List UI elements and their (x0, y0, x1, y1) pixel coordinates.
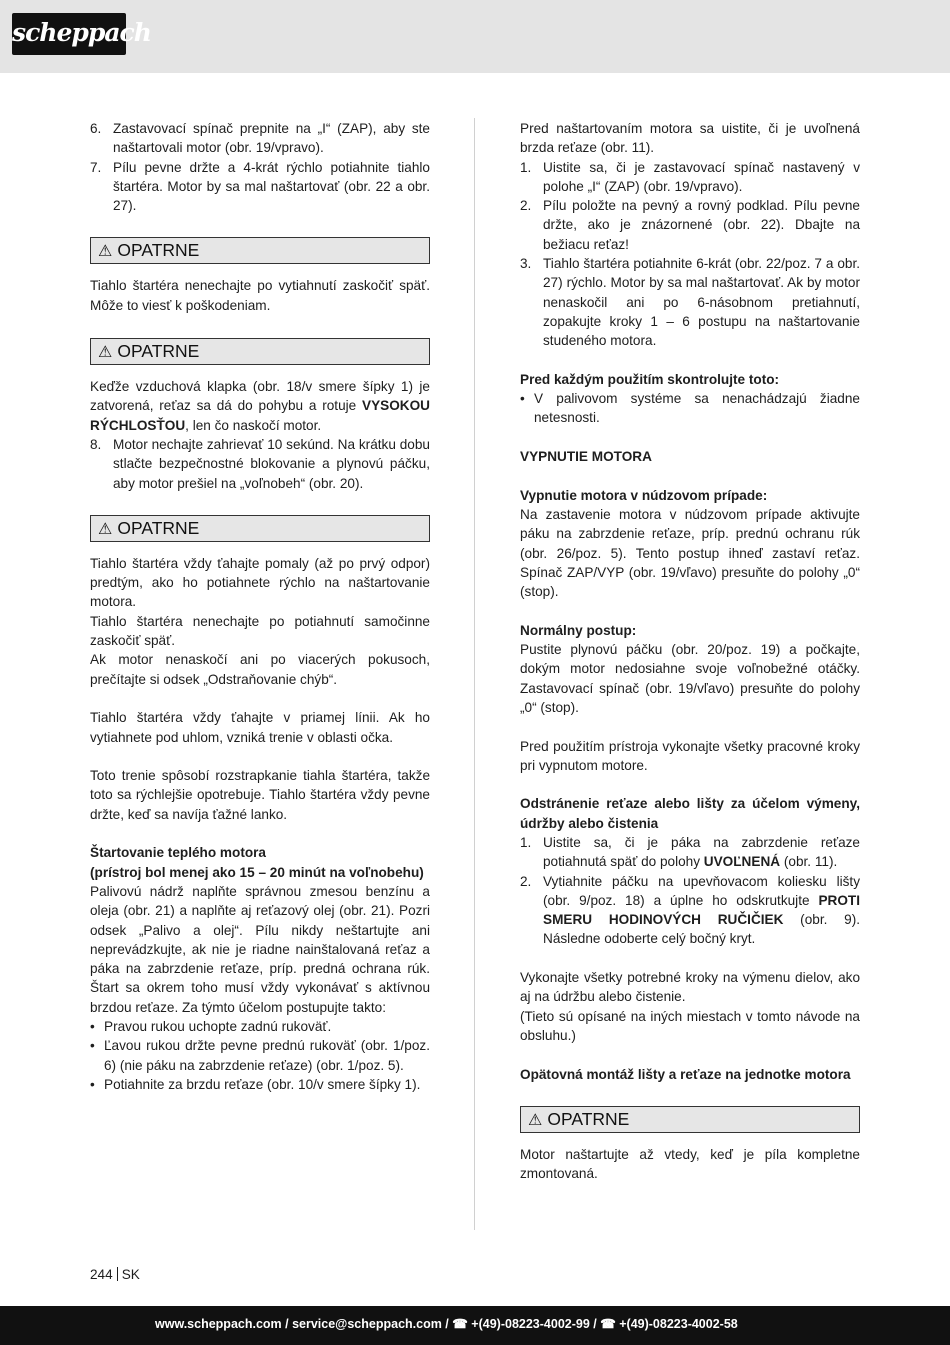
section-heading: Odstránenie reťaze alebo lišty za účelom výmeny, údržby alebo čistenia (520, 796, 860, 831)
page-number: 244 SK (90, 1267, 140, 1282)
list-item: 2. Vytiahnite páčku na upevňovacom koliesku lišty (obr. 9/poz. 18) a úplne ho odskrutkujte PROTI SMERU HODINOVÝCH RUČIČIEK (obr. 9). Následne odoberte celý bočný kryt. (520, 873, 860, 947)
warning-triangle-icon: ⚠ (98, 241, 113, 261)
paragraph: Toto trenie spôsobí rozstrapkanie tiahla štartéra, takže toto sa rýchlejšie opotrebuje. Tiahlo štartéra vždy pevne držte, keď sa navíja ťažné lanko. (90, 768, 430, 822)
list-item: 1. Uistite sa, či je zastavovací spínač nastavený v polohe „I“ (ZAP) (obr. 19/vpravo). (520, 159, 860, 194)
section-subheading: (prístroj bol menej ako 15 – 20 minút na voľnobehu) (90, 864, 424, 880)
paragraph: Ak motor nenaskočí ani po viacerých pokusoch, prečítajte si odsek „Odstraňovanie chýb“. (90, 652, 430, 687)
list-item: 3. Tiahlo štartéra potiahnite 6-krát (obr. 22/poz. 7 a obr. 27) rýchlo. Motor by sa mal naštartovať. Ak by motor nenaskočil ani po 6-násobnom pretiahnutí, zopakujte kroky 1 – 6 postupu na naštartovanie studeného motora. (520, 256, 860, 349)
section-heading: Normálny postup: (520, 622, 637, 638)
bullet-list (90, 1017, 430, 1094)
list-item: 1. Uistite sa, či je páka na zabrzdenie reťaze potiahnutá späť do polohy UVOĽNENÁ (obr. 11). (520, 834, 860, 870)
section-heading: Opätovná montáž lišty a reťaze na jednotke motora (520, 1066, 851, 1082)
list-item: • Pravou rukou uchopte zadnú rukoväť. (90, 1018, 332, 1034)
list-item: 8. Motor nechajte zahrievať 10 sekúnd. Na krátku dobu stlačte bezpečnostné blokovanie a plynovú páčku, aby motor prešiel na „voľnobeh“ (obr. 20). (90, 436, 430, 491)
caution-box: ⚠ OPATRNE (520, 1106, 860, 1133)
footer-contact: www.scheppach.com / service@scheppach.com / ☎ +(49)-08223-4002-99 / ☎ +(49)-08223-4002-58 (155, 1317, 738, 1331)
paragraph: Tiahlo štartéra nenechajte po vytiahnutí zaskočiť späť. Môže to viesť k poškodeniam. (90, 278, 430, 313)
warmup-steps-list (90, 435, 430, 493)
paragraph: Tiahlo štartéra vždy ťahajte pomaly (až po prvý odpor) predtým, ako ho potiahnete rýchlo na naštartovanie motora. (90, 555, 430, 610)
section-heading: Štartovanie teplého motora (90, 845, 266, 861)
brand-logo: scheppach (12, 13, 126, 55)
list-item: • V palivovom systéme sa nenachádzajú žiadne netesnosti. (520, 391, 860, 426)
warning-triangle-icon: ⚠ (98, 518, 113, 538)
paragraph: Tiahlo štartéra vždy ťahajte v priamej línii. Ak ho vytiahnete pod uhlom, vzniká trenie v oblasti očka. (90, 710, 430, 745)
paragraph: Vykonajte všetky potrebné kroky na výmenu dielov, ako aj na údržbu alebo čistenie. (520, 970, 860, 1005)
warning-triangle-icon: ⚠ (528, 1109, 543, 1129)
warm-start-steps-list (520, 158, 860, 351)
paragraph: Tiahlo štartéra nenechajte po potiahnutí samočinne zaskočiť späť. (90, 613, 430, 649)
removal-steps-list (520, 833, 860, 949)
caution-box: ⚠ OPATRNE (90, 515, 430, 542)
left-column (90, 119, 430, 1094)
section-heading: VYPNUTIE MOTORA (520, 449, 652, 465)
warning-triangle-icon: ⚠ (98, 341, 113, 361)
paragraph: Pustite plynovú páčku (obr. 20/poz. 19) a počkajte, dokým motor nedosiahne svoje voľnobežné otáčky. Zastavovací spínač (obr. 19/vľavo) presuňte do polohy „0“ (stop). (520, 642, 860, 715)
paragraph: Keďže vzduchová klapka (obr. 18/v smere šípky 1) je zatvorená, reťaz sa dá do pohybu a rotuje VYSOKOU RÝCHLOSŤOU, len čo naskočí motor. (90, 379, 430, 433)
paragraph: Palivovú nádrž naplňte správnou zmesou benzínu a oleja (obr. 21) a naplňte aj reťazový olej (obr. 21). Pozri odsek „Palivo a olej“. Pílu nikdy neštartujte ani neprevádzkujte, ak nie je riadne nainštalovaná reťaz a páka na zabrzdenie reťaze, príp. predná ochrana rúk. Štart sa okrem toho musí vždy vykonávať s aktívnou brzdou reťaze. Za týmto účelom postupujte takto: (90, 883, 430, 1015)
paragraph: Pred naštartovaním motora sa uistite, či je uvoľnená brzda reťaze (obr. 11). (520, 121, 860, 156)
list-item: 2. Pílu položte na pevný a rovný podklad. Pílu pevne držte, ako je znázornené (obr. 22). Dbajte na bežiacu reťaz! (520, 198, 860, 252)
column-divider (474, 118, 475, 1230)
right-column (520, 119, 860, 1183)
paragraph: Motor naštartujte až vtedy, keď je píla kompletne zmontovaná. (520, 1146, 860, 1182)
caution-box: ⚠ OPATRNE (90, 237, 430, 264)
paragraph: Na zastavenie motora v núdzovom prípade aktivujte páku na zabrzdenie reťaze, príp. prednú ochranu rúk (obr. 26/poz. 5). Tento postup ihneď zastaví reťaz. Spínač ZAP/VYP (obr. 19/vľavo) presuňte do polohy „0“ (stop). (520, 506, 860, 600)
section-heading: Pred každým použitím skontrolujte toto: (520, 371, 780, 387)
paragraph: Pred použitím prístroja vykonajte všetky pracovné kroky pri vypnutom motore. (520, 738, 860, 773)
section-heading: Vypnutie motora v núdzovom prípade: (520, 487, 768, 503)
paragraph: (Tieto sú opísané na iných miestach v tomto návode na obsluhu.) (520, 1008, 860, 1043)
caution-box: ⚠ OPATRNE (90, 338, 430, 365)
list-item: 7. Pílu pevne držte a 4-krát rýchlo potiahnite tiahlo štartéra. Motor by sa mal naštartovať (obr. 22 a obr. 27). (90, 159, 430, 214)
list-item: • Ľavou rukou držte pevne prednú rukoväť (obr. 1/poz. 6) (nie páku na zabrzdenie reťaze) (obr. 1/poz. 5). (90, 1038, 430, 1073)
list-item: • Potiahnite za brzdu reťaze (obr. 10/v smere šípky 1). (90, 1076, 421, 1092)
list-item: 6. Zastavovací spínač prepnite na „I“ (ZAP), aby ste naštartovali motor (obr. 19/vpravo). (90, 121, 430, 156)
start-steps-list (90, 119, 430, 215)
bullet-list (520, 389, 860, 428)
